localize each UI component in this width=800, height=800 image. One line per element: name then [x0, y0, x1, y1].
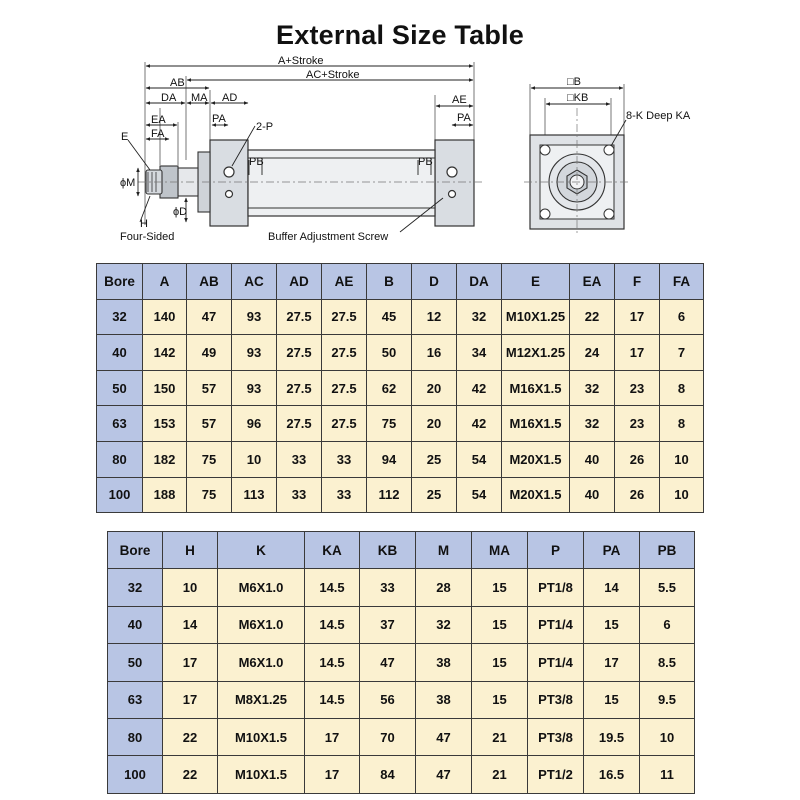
- table-row: [108, 644, 695, 681]
- bore-cell: 40: [108, 606, 163, 643]
- table-cell: 17: [615, 299, 660, 335]
- buffer-screw-label: Buffer Adjustment Screw: [268, 231, 389, 243]
- table-cell: 17: [305, 718, 360, 755]
- table-cell: 40: [570, 477, 615, 513]
- table-cell: 5.5: [640, 569, 695, 606]
- table-cell: 47: [360, 644, 416, 681]
- bore-cell: 100: [108, 756, 163, 793]
- table-cell: 54: [457, 477, 502, 513]
- table-cell: 14: [584, 569, 640, 606]
- table-cell: PT1/2: [528, 756, 584, 793]
- table-row: [108, 756, 695, 793]
- table-cell: 75: [367, 406, 412, 442]
- end-view: [524, 76, 691, 236]
- table-cell: 27.5: [322, 406, 367, 442]
- table-cell: 8: [660, 370, 704, 406]
- table-cell: M10X1.5: [218, 718, 305, 755]
- table-cell: 70: [360, 718, 416, 755]
- table-cell: 182: [143, 441, 187, 477]
- table-cell: 26: [615, 441, 660, 477]
- table-cell: 93: [232, 370, 277, 406]
- table-cell: 62: [367, 370, 412, 406]
- column-header: B: [367, 264, 412, 300]
- table-cell: M10X1.25: [502, 299, 570, 335]
- table-cell: 27.5: [277, 335, 322, 371]
- table-cell: 47: [187, 299, 232, 335]
- table-cell: PT1/8: [528, 569, 584, 606]
- pa-left-label: PA: [212, 113, 226, 125]
- table-cell: 6: [640, 606, 695, 643]
- table-cell: 19.5: [584, 718, 640, 755]
- table-cell: 24: [570, 335, 615, 371]
- table-cell: 10: [660, 477, 704, 513]
- table-cell: 38: [416, 681, 472, 718]
- table-cell: 142: [143, 335, 187, 371]
- table-row: [97, 477, 704, 513]
- table-cell: PT3/8: [528, 681, 584, 718]
- table-cell: 20: [412, 370, 457, 406]
- table-cell: 47: [416, 718, 472, 755]
- size-table-2: [107, 531, 695, 794]
- table-cell: 33: [277, 477, 322, 513]
- page-title: External Size Table: [276, 20, 524, 50]
- table-cell: PT1/4: [528, 644, 584, 681]
- table-cell: 45: [367, 299, 412, 335]
- table-cell: M20X1.5: [502, 477, 570, 513]
- column-header: KA: [305, 532, 360, 569]
- bore-cell: 50: [97, 370, 143, 406]
- table-cell: M6X1.0: [218, 606, 305, 643]
- bore-cell: 100: [97, 477, 143, 513]
- table-cell: M8X1.25: [218, 681, 305, 718]
- table-cell: 37: [360, 606, 416, 643]
- column-header: DA: [457, 264, 502, 300]
- ae-label: AE: [452, 94, 467, 106]
- table-cell: 33: [322, 477, 367, 513]
- h-label: H: [140, 218, 148, 230]
- column-header: P: [528, 532, 584, 569]
- table-cell: 27.5: [277, 406, 322, 442]
- table-row: [108, 718, 695, 755]
- table-cell: 20: [412, 406, 457, 442]
- da-label: DA: [161, 92, 177, 104]
- table-cell: 32: [457, 299, 502, 335]
- table-cell: 94: [367, 441, 412, 477]
- table-cell: 96: [232, 406, 277, 442]
- table-cell: 40: [570, 441, 615, 477]
- table-cell: M16X1.5: [502, 406, 570, 442]
- table-row: [108, 606, 695, 643]
- table-cell: 21: [472, 756, 528, 793]
- table-row: [108, 681, 695, 718]
- table-cell: M16X1.5: [502, 370, 570, 406]
- table-cell: 84: [360, 756, 416, 793]
- table-cell: 140: [143, 299, 187, 335]
- ab-label: AB: [170, 77, 185, 89]
- table-cell: 17: [615, 335, 660, 371]
- table-cell: 10: [660, 441, 704, 477]
- kb-label: □KB: [567, 92, 589, 104]
- bore-cell: 80: [97, 441, 143, 477]
- pb-right-label: PB: [418, 156, 433, 168]
- table-cell: 150: [143, 370, 187, 406]
- pb-left-label: PB: [249, 156, 264, 168]
- table-cell: 32: [570, 406, 615, 442]
- column-header: E: [502, 264, 570, 300]
- table-cell: 9.5: [640, 681, 695, 718]
- bore-cell: 63: [108, 681, 163, 718]
- fa-label: FA: [151, 128, 165, 140]
- table-cell: 25: [412, 441, 457, 477]
- table-cell: 14.5: [305, 644, 360, 681]
- table-cell: 27.5: [277, 299, 322, 335]
- column-header: AC: [232, 264, 277, 300]
- column-header: K: [218, 532, 305, 569]
- table-cell: 32: [416, 606, 472, 643]
- table-cell: 15: [472, 681, 528, 718]
- table-header-row: [108, 532, 695, 569]
- table-cell: 10: [640, 718, 695, 755]
- table-cell: 49: [187, 335, 232, 371]
- table-cell: 7: [660, 335, 704, 371]
- table-cell: 8.5: [640, 644, 695, 681]
- table-cell: 14.5: [305, 569, 360, 606]
- table-cell: 33: [277, 441, 322, 477]
- table-cell: 15: [584, 606, 640, 643]
- ad-label: AD: [222, 92, 238, 104]
- e-label: E: [121, 131, 129, 143]
- table-cell: 54: [457, 441, 502, 477]
- table-cell: 10: [232, 441, 277, 477]
- table-cell: 27.5: [322, 370, 367, 406]
- table-cell: PT3/8: [528, 718, 584, 755]
- table-cell: 15: [584, 681, 640, 718]
- column-header: KB: [360, 532, 416, 569]
- table-cell: 14: [163, 606, 218, 643]
- table-cell: 38: [416, 644, 472, 681]
- table-cell: 112: [367, 477, 412, 513]
- table-cell: 32: [570, 370, 615, 406]
- two-p-label: 2-P: [256, 121, 274, 133]
- table-cell: M6X1.0: [218, 644, 305, 681]
- d-label: ϕD: [173, 206, 188, 218]
- table-cell: 33: [360, 569, 416, 606]
- column-header: EA: [570, 264, 615, 300]
- table-row: [108, 569, 695, 606]
- m-label: ϕM: [120, 177, 136, 189]
- table-row: [97, 370, 704, 406]
- table-cell: 57: [187, 406, 232, 442]
- table-cell: 42: [457, 370, 502, 406]
- pa-right-label: PA: [457, 112, 471, 124]
- bore-cell: 50: [108, 644, 163, 681]
- ea-label: EA: [151, 114, 166, 126]
- bore-cell: 80: [108, 718, 163, 755]
- table-cell: 16: [412, 335, 457, 371]
- table-cell: 188: [143, 477, 187, 513]
- table-cell: 14.5: [305, 681, 360, 718]
- table-cell: 28: [416, 569, 472, 606]
- table-cell: 21: [472, 718, 528, 755]
- four-sided-label: Four-Sided: [120, 231, 175, 243]
- table-cell: 33: [322, 441, 367, 477]
- table-cell: 10: [163, 569, 218, 606]
- table-cell: 22: [163, 756, 218, 793]
- table-cell: 75: [187, 477, 232, 513]
- column-header: Bore: [108, 532, 163, 569]
- column-header: AB: [187, 264, 232, 300]
- table-cell: 17: [163, 681, 218, 718]
- table-cell: 56: [360, 681, 416, 718]
- table-cell: 15: [472, 606, 528, 643]
- b-label: □B: [567, 76, 581, 88]
- table-header-row: [97, 264, 704, 300]
- column-header: AE: [322, 264, 367, 300]
- table-cell: 15: [472, 644, 528, 681]
- table-cell: 22: [570, 299, 615, 335]
- table-row: [97, 299, 704, 335]
- bore-cell: 32: [97, 299, 143, 335]
- bore-cell: 32: [108, 569, 163, 606]
- a-stroke-label: A+Stroke: [278, 55, 324, 67]
- table-cell: 93: [232, 299, 277, 335]
- table-cell: 23: [615, 406, 660, 442]
- table-cell: 25: [412, 477, 457, 513]
- column-header: MA: [472, 532, 528, 569]
- table-cell: 34: [457, 335, 502, 371]
- table-cell: 6: [660, 299, 704, 335]
- table-cell: 113: [232, 477, 277, 513]
- column-header: FA: [660, 264, 704, 300]
- table-row: [97, 406, 704, 442]
- table-cell: 57: [187, 370, 232, 406]
- table-cell: 8: [660, 406, 704, 442]
- table-row: [97, 441, 704, 477]
- table-cell: 50: [367, 335, 412, 371]
- ma-label: MA: [191, 92, 208, 104]
- column-header: D: [412, 264, 457, 300]
- table-cell: 11: [640, 756, 695, 793]
- column-header: A: [143, 264, 187, 300]
- table-cell: 17: [163, 644, 218, 681]
- ac-stroke-label: AC+Stroke: [306, 69, 360, 81]
- table-cell: 42: [457, 406, 502, 442]
- table-cell: 16.5: [584, 756, 640, 793]
- column-header: H: [163, 532, 218, 569]
- k-deep-ka-label: 8-K Deep KA: [626, 110, 691, 122]
- table-cell: 22: [163, 718, 218, 755]
- column-header: PB: [640, 532, 695, 569]
- table-cell: M10X1.5: [218, 756, 305, 793]
- size-table-1: [96, 263, 704, 513]
- table-cell: 15: [472, 569, 528, 606]
- table-cell: 27.5: [322, 335, 367, 371]
- table-cell: 27.5: [277, 370, 322, 406]
- column-header: F: [615, 264, 660, 300]
- table-row: [97, 335, 704, 371]
- column-header: Bore: [97, 264, 143, 300]
- side-view: [120, 55, 482, 243]
- table-cell: 47: [416, 756, 472, 793]
- table-cell: 27.5: [322, 299, 367, 335]
- cylinder-dimension-drawing: [108, 52, 712, 252]
- bore-cell: 63: [97, 406, 143, 442]
- table-cell: 23: [615, 370, 660, 406]
- table-cell: 26: [615, 477, 660, 513]
- table-cell: 17: [305, 756, 360, 793]
- column-header: PA: [584, 532, 640, 569]
- table-cell: M20X1.5: [502, 441, 570, 477]
- table-cell: 93: [232, 335, 277, 371]
- table-cell: PT1/4: [528, 606, 584, 643]
- table-cell: 17: [584, 644, 640, 681]
- table-cell: M6X1.0: [218, 569, 305, 606]
- table-cell: 75: [187, 441, 232, 477]
- table-cell: M12X1.25: [502, 335, 570, 371]
- column-header: AD: [277, 264, 322, 300]
- table-cell: 14.5: [305, 606, 360, 643]
- column-header: M: [416, 532, 472, 569]
- bore-cell: 40: [97, 335, 143, 371]
- table-cell: 12: [412, 299, 457, 335]
- table-cell: 153: [143, 406, 187, 442]
